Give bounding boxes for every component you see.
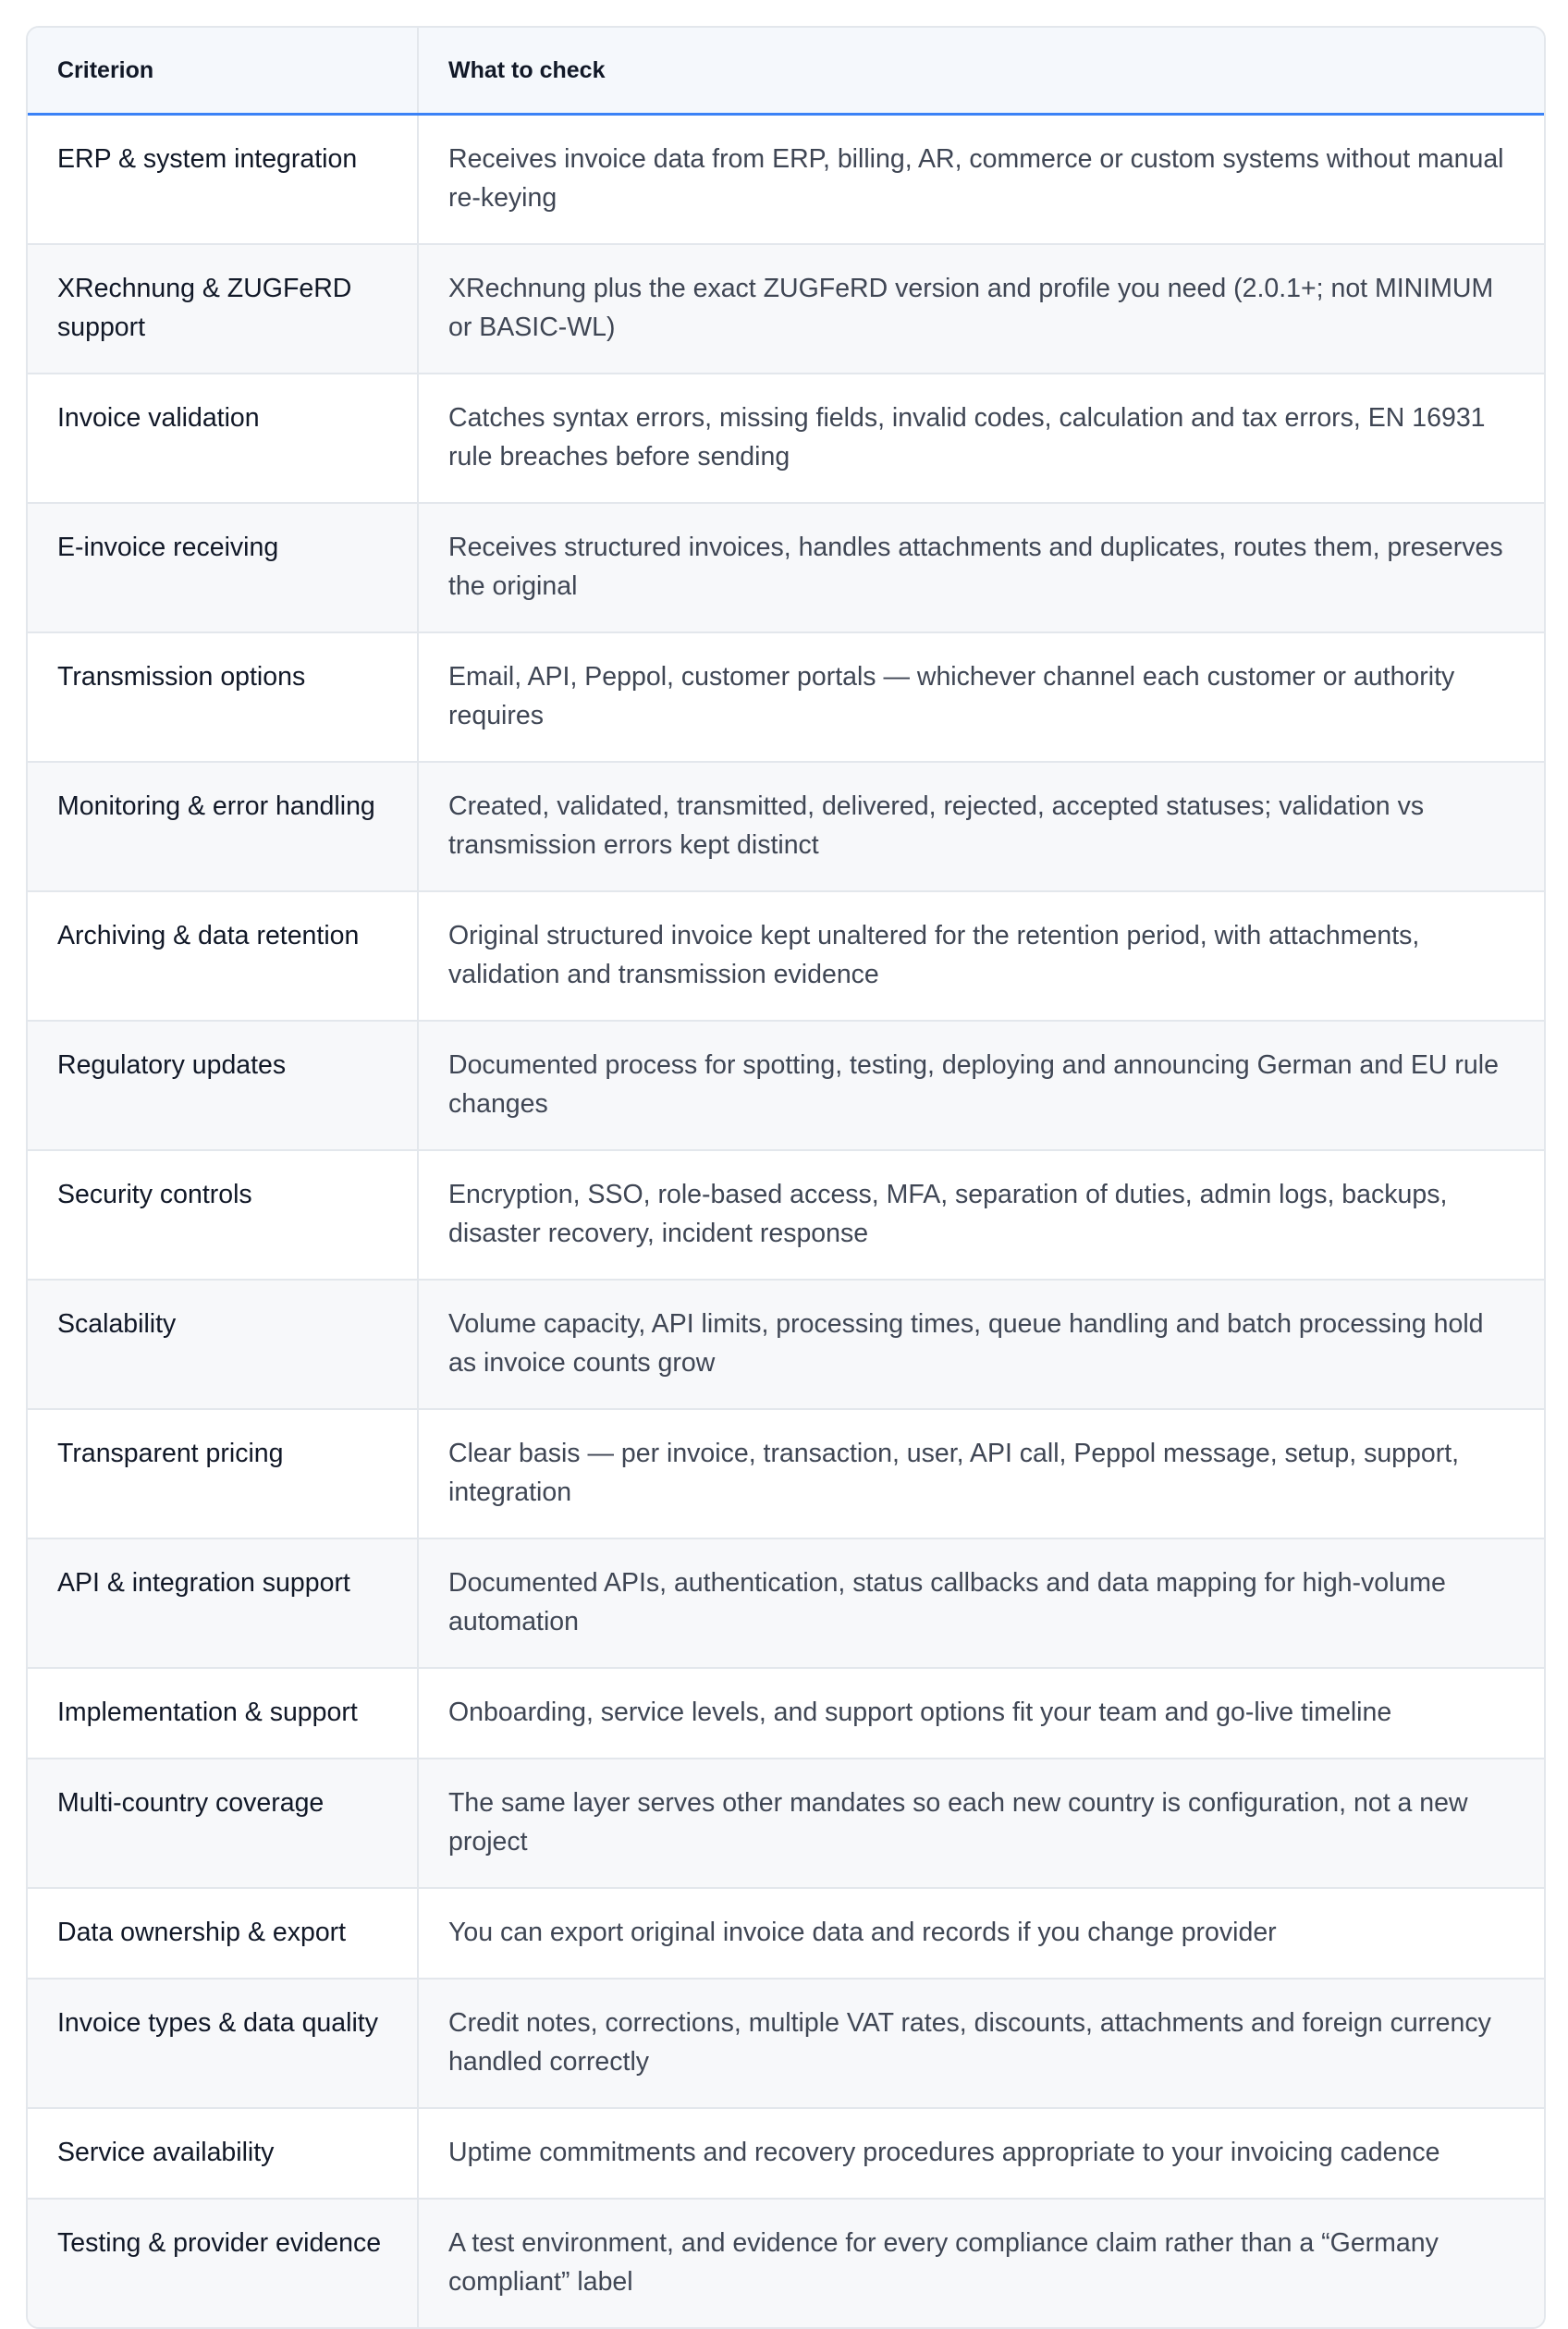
what-to-check-cell: A test environment, and evidence for every compliance claim rather than a “Germany compliant” label xyxy=(418,2199,1544,2327)
criteria-table-container xyxy=(26,26,1546,2329)
table-row xyxy=(28,1979,1544,2108)
what-to-check-cell: Onboarding, service levels, and support options fit your team and go-live timeline xyxy=(418,1668,1544,1759)
criterion-cell: API & integration support xyxy=(28,1538,418,1668)
what-to-check-cell: Credit notes, corrections, multiple VAT rates, discounts, attachments and foreign currency handled correctly xyxy=(418,1979,1544,2108)
what-to-check-cell: Email, API, Peppol, customer portals — whichever channel each customer or authority requires xyxy=(418,632,1544,762)
table-row xyxy=(28,374,1544,503)
criterion-cell: Monitoring & error handling xyxy=(28,762,418,891)
table-body xyxy=(28,115,1544,2328)
what-to-check-cell: Uptime commitments and recovery procedures appropriate to your invoicing cadence xyxy=(418,2108,1544,2199)
criterion-cell: E-invoice receiving xyxy=(28,503,418,632)
table-row xyxy=(28,2199,1544,2327)
what-to-check-cell: Documented APIs, authentication, status callbacks and data mapping for high-volume automation xyxy=(418,1538,1544,1668)
criterion-cell: Data ownership & export xyxy=(28,1888,418,1979)
what-to-check-cell: Receives structured invoices, handles attachments and duplicates, routes them, preserves the original xyxy=(418,503,1544,632)
criterion-cell: Invoice types & data quality xyxy=(28,1979,418,2108)
what-to-check-cell: Encryption, SSO, role-based access, MFA, separation of duties, admin logs, backups, disaster recovery, incident response xyxy=(418,1150,1544,1280)
table-row xyxy=(28,1538,1544,1668)
table-row xyxy=(28,891,1544,1021)
table-row xyxy=(28,1888,1544,1979)
criterion-cell: Transmission options xyxy=(28,632,418,762)
what-to-check-cell: You can export original invoice data and records if you change provider xyxy=(418,1888,1544,1979)
table-row xyxy=(28,503,1544,632)
table-header xyxy=(28,28,1544,115)
criterion-cell: Testing & provider evidence xyxy=(28,2199,418,2327)
criterion-cell: Transparent pricing xyxy=(28,1409,418,1538)
table-row xyxy=(28,1409,1544,1538)
what-to-check-cell: Receives invoice data from ERP, billing, AR, commerce or custom systems without manual re-keying xyxy=(418,115,1544,245)
table-row xyxy=(28,762,1544,891)
table-row xyxy=(28,1759,1544,1888)
header-what-to-check: What to check xyxy=(418,28,1544,115)
what-to-check-cell: Original structured invoice kept unaltered for the retention period, with attachments, validation and transmission evidence xyxy=(418,891,1544,1021)
what-to-check-cell: Catches syntax errors, missing fields, invalid codes, calculation and tax errors, EN 16931 rule breaches before sending xyxy=(418,374,1544,503)
table-row xyxy=(28,2108,1544,2199)
header-criterion: Criterion xyxy=(28,28,418,115)
what-to-check-cell: The same layer serves other mandates so each new country is configuration, not a new project xyxy=(418,1759,1544,1888)
table-row xyxy=(28,632,1544,762)
criterion-cell: Invoice validation xyxy=(28,374,418,503)
table-row xyxy=(28,1668,1544,1759)
criterion-cell: ERP & system integration xyxy=(28,115,418,245)
criterion-cell: Scalability xyxy=(28,1280,418,1409)
table-row xyxy=(28,1021,1544,1150)
criterion-cell: Multi-country coverage xyxy=(28,1759,418,1888)
criterion-cell: Regulatory updates xyxy=(28,1021,418,1150)
criteria-table xyxy=(28,28,1544,2327)
header-row xyxy=(28,28,1544,115)
what-to-check-cell: Created, validated, transmitted, delivered, rejected, accepted statuses; validation vs transmission errors kept distinct xyxy=(418,762,1544,891)
criterion-cell: XRechnung & ZUGFeRD support xyxy=(28,244,418,374)
what-to-check-cell: XRechnung plus the exact ZUGFeRD version and profile you need (2.0.1+; not MINIMUM or BASIC-WL) xyxy=(418,244,1544,374)
criterion-cell: Security controls xyxy=(28,1150,418,1280)
table-row xyxy=(28,115,1544,245)
table-row xyxy=(28,1150,1544,1280)
what-to-check-cell: Documented process for spotting, testing, deploying and announcing German and EU rule changes xyxy=(418,1021,1544,1150)
criterion-cell: Implementation & support xyxy=(28,1668,418,1759)
table-row xyxy=(28,1280,1544,1409)
criterion-cell: Service availability xyxy=(28,2108,418,2199)
criterion-cell: Archiving & data retention xyxy=(28,891,418,1021)
what-to-check-cell: Clear basis — per invoice, transaction, user, API call, Peppol message, setup, support, integration xyxy=(418,1409,1544,1538)
table-row xyxy=(28,244,1544,374)
what-to-check-cell: Volume capacity, API limits, processing times, queue handling and batch processing hold as invoice counts grow xyxy=(418,1280,1544,1409)
